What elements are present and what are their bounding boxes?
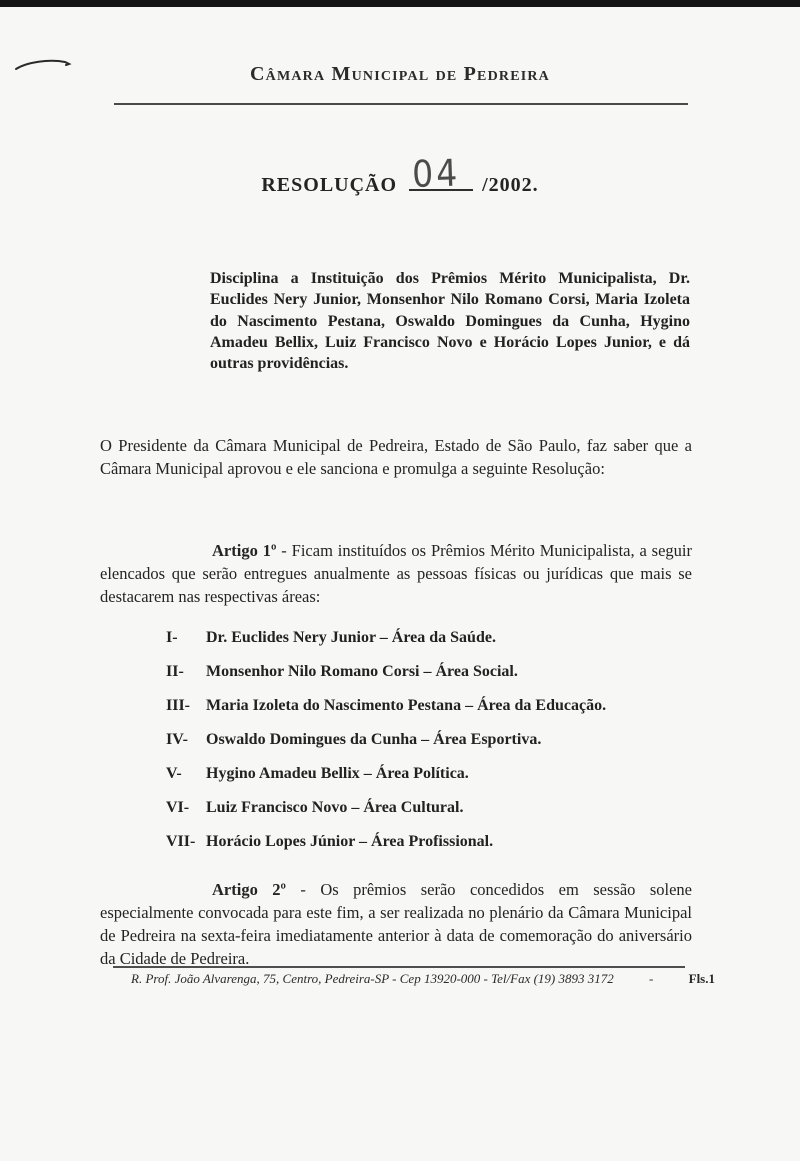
award-item-5 bbox=[166, 765, 691, 786]
footer-divider bbox=[113, 966, 685, 968]
article-2-text: - Os prêmios serão concedidos em sessão solene especialmente convocada para este fim, a ser realizada no plenário da Câmara Municipal de Pedreira na sexta-feira imediatamente anterior à data de comemoração do aniversário da Cidade de Pedreira. bbox=[100, 879, 693, 968]
award-numeral: VI- bbox=[166, 799, 190, 816]
award-numeral: II- bbox=[166, 663, 184, 680]
article-1-paragraph bbox=[100, 539, 692, 608]
footer-separator: - bbox=[649, 971, 654, 986]
resolution-number-blank bbox=[409, 150, 473, 196]
footer bbox=[131, 971, 715, 987]
preamble-paragraph: O Presidente da Câmara Municipal de Pedreira, Estado de São Paulo, faz saber que a Câmara Municipal aprovou e ele sanciona e promulga a seguinte Resolução: bbox=[100, 435, 692, 478]
handwritten-resolution-number: 04 bbox=[411, 150, 462, 196]
award-text: Horácio Lopes Júnior – Área Profissional. bbox=[206, 833, 494, 850]
article-1-label: Artigo 1º bbox=[212, 540, 277, 560]
award-numeral: III- bbox=[166, 697, 191, 714]
award-text: Oswaldo Domingues da Cunha – Área Esportiva. bbox=[206, 731, 542, 748]
awards-list bbox=[166, 629, 691, 867]
award-text: Dr. Euclides Nery Junior – Área da Saúde. bbox=[206, 629, 496, 646]
scan-edge-artifact bbox=[0, 0, 800, 7]
footer-page-number: Fls.1 bbox=[688, 971, 715, 986]
article-2-label: Artigo 2º bbox=[212, 879, 286, 899]
document-header-title: Câmara Municipal de Pedreira bbox=[250, 63, 550, 85]
award-item-1 bbox=[166, 629, 691, 650]
award-text: Luiz Francisco Novo – Área Cultural. bbox=[206, 799, 464, 816]
award-numeral: V- bbox=[166, 765, 182, 782]
award-numeral: VII- bbox=[166, 833, 196, 850]
header-divider bbox=[114, 103, 688, 105]
article-1-text: - Ficam instituídos os Prêmios Mérito Municipalista, a seguir elencados que serão entregues anualmente as pessoas físicas ou jurídicas que mais se destacarem nas respectivas áreas: bbox=[100, 540, 693, 606]
ementa-summary-paragraph: Disciplina a Instituição dos Prêmios Mérito Municipalista, Dr. Euclides Nery Junior, Monsenhor Nilo Romano Corsi, Maria Izoleta do Nascimento Pestana, Oswaldo Domingues da Cunha, Hygino Amadeu Bellix, Luiz Francisco Novo e Horácio Lopes Junior, e dá outras providências. bbox=[210, 270, 690, 373]
footer-address: R. Prof. João Alvarenga, 75, Centro, Pedreira-SP - Cep 13920-000 - Tel/Fax (19) 3893 3172 bbox=[131, 971, 614, 986]
award-item-3 bbox=[166, 697, 691, 718]
award-item-7 bbox=[166, 833, 691, 854]
award-numeral: I- bbox=[166, 629, 178, 646]
award-item-4 bbox=[166, 731, 691, 752]
resolution-title-line bbox=[0, 150, 800, 197]
award-text: Monsenhor Nilo Romano Corsi – Área Social. bbox=[206, 663, 518, 680]
award-text: Maria Izoleta do Nascimento Pestana – Área da Educação. bbox=[206, 697, 607, 714]
award-item-2 bbox=[166, 663, 691, 684]
award-item-6 bbox=[166, 799, 691, 820]
article-2-paragraph bbox=[100, 878, 692, 970]
resolution-label: RESOLUÇÃO bbox=[261, 174, 398, 196]
award-numeral: IV- bbox=[166, 731, 188, 748]
award-text: Hygino Amadeu Bellix – Área Política. bbox=[206, 765, 469, 782]
resolution-year: /2002. bbox=[482, 174, 539, 196]
